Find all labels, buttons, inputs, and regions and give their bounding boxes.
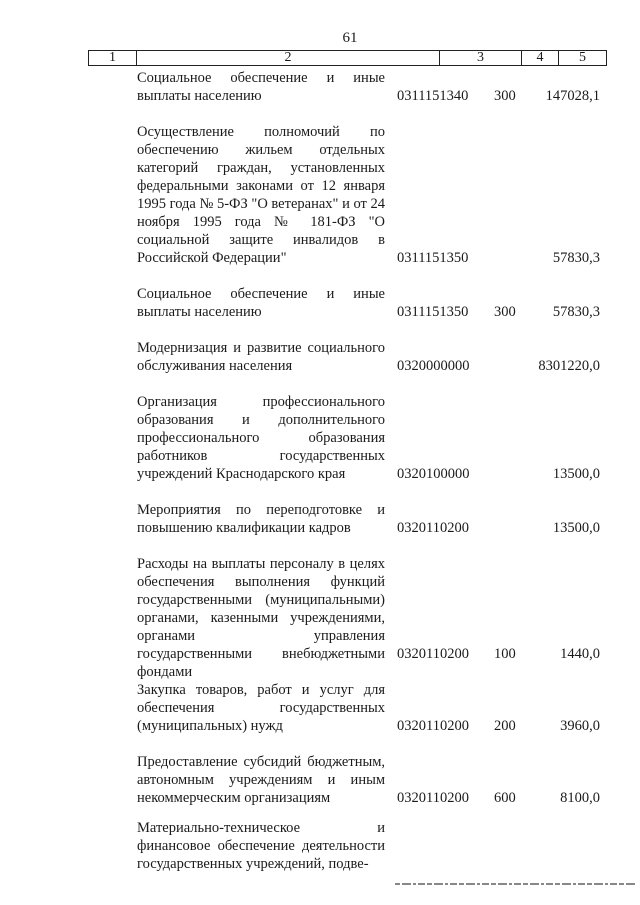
row-code: 0320110200 — [397, 718, 469, 734]
row-code: 0320000000 — [397, 358, 470, 374]
row-code: 0320100000 — [397, 466, 470, 482]
row-name: Предоставление субсидий бюджетным, автономным учреждениям и иным некоммерческим организациям — [137, 754, 385, 806]
row-code: 0320110200 — [397, 646, 469, 662]
row-name: Социальное обеспечение и иные выплаты населению — [137, 70, 385, 104]
row-name: Осуществление полномочий по обеспечению жильем отдельных категорий граждан, установленных федеральными законами от 12 января 1995 года № 5-ФЗ "О ветеранах" и от 24 ноября 1995 года № 181-ФЗ "О социальной защите инвалидов в Российской Федерации" — [137, 124, 385, 266]
row-amount: 1440,0 — [560, 646, 600, 662]
row-amount: 57830,3 — [552, 250, 600, 266]
row-name: Модернизация и развитие социального обслуживания населения — [137, 340, 385, 374]
row-expense-type: 300 — [494, 304, 516, 320]
row-name: Мероприятия по переподготовке и повышению квалификации кадров — [137, 502, 385, 536]
page-number: 61 — [342, 30, 358, 46]
row-expense-type: 600 — [494, 790, 516, 806]
row-code: 0311151350 — [397, 304, 469, 320]
row-amount: 13500,0 — [552, 520, 600, 536]
row-code: 0311151350 — [397, 250, 469, 266]
row-amount: 8100,0 — [560, 790, 600, 806]
column-number-5: 5 — [579, 50, 586, 65]
row-expense-type: 300 — [494, 88, 516, 104]
column-number-1: 1 — [89, 51, 137, 65]
row-amount: 13500,0 — [552, 466, 600, 482]
row-amount: 147028,1 — [545, 88, 600, 104]
row-code: 0311151340 — [397, 88, 469, 104]
row-name: Социальное обеспечение и иные выплаты населению — [137, 286, 385, 320]
row-name: Организация профессионального образования и дополнительного профессионального образования работников государственных учреждений Краснодарского края — [137, 394, 385, 482]
row-code: 0320110200 — [397, 790, 469, 806]
row-name: Закупка товаров, работ и услуг для обеспечения государственных (муниципальных) нужд — [137, 682, 385, 734]
column-number-2: 2 — [137, 51, 440, 65]
column-number-4: 4 — [522, 51, 559, 65]
row-name: Расходы на выплаты персоналу в целях обеспечения выполнения функций государственными (муниципальными) органами, казенными учреждениями, органами управления государственными внебюджетными фондами — [137, 556, 385, 680]
column-number-3: 3 — [440, 51, 522, 65]
row-amount: 8301220,0 — [538, 358, 600, 374]
row-amount: 57830,3 — [552, 304, 600, 320]
row-amount: 3960,0 — [560, 718, 600, 734]
row-expense-type: 100 — [494, 646, 516, 662]
column-number-header — [88, 50, 607, 66]
row-name: Материально-техническое и финансовое обеспечение деятельности государственных учреждений, подве- — [137, 820, 385, 872]
row-expense-type: 200 — [494, 718, 516, 734]
row-code: 0320110200 — [397, 520, 469, 536]
footer-document-mark — [395, 880, 635, 888]
